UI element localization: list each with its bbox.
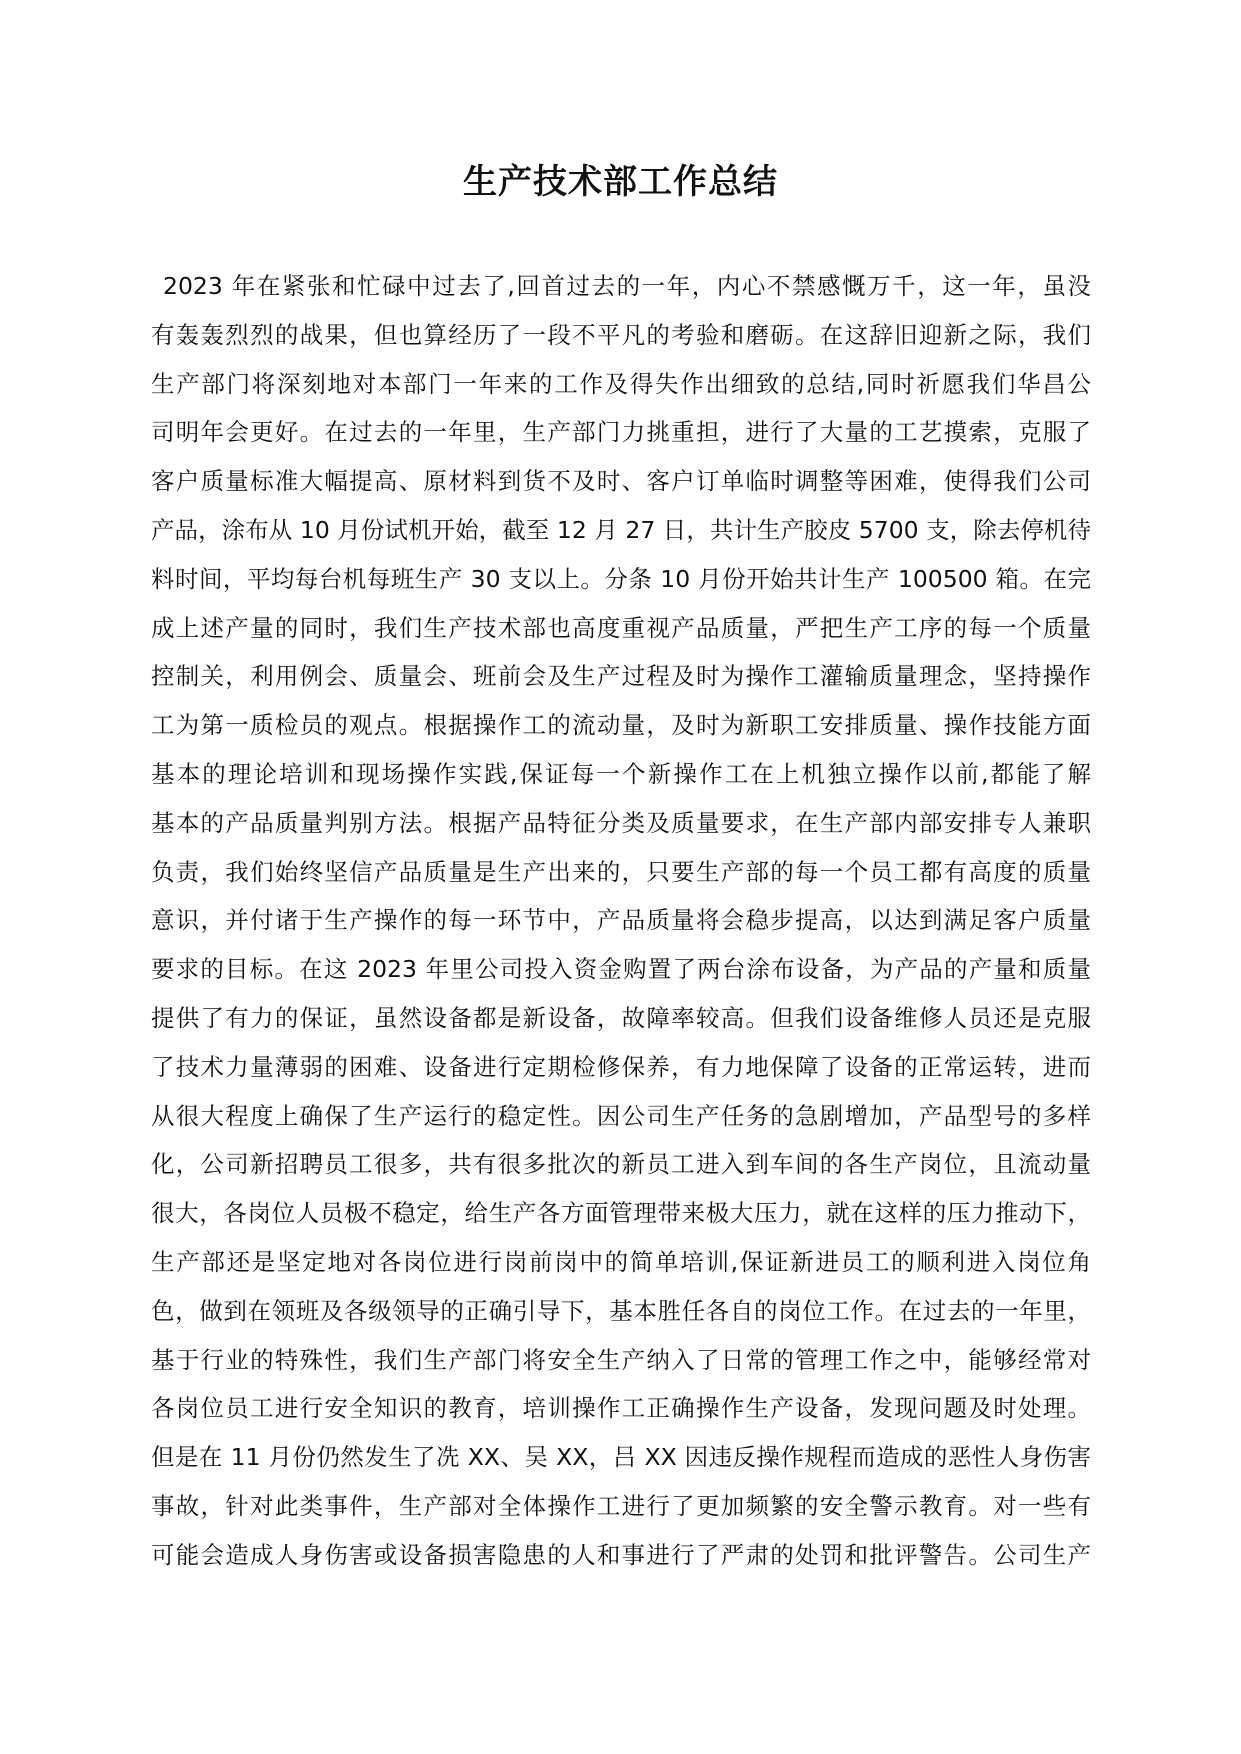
body-line: 基本的理论培训和现场操作实践,保证每一个新操作工在上机独立操作以前,都能了解 [151,759,1091,788]
document-title: 生产技术部工作总结 [463,162,778,202]
body-line: 各岗位员工进行安全知识的教育，培训操作工正确操作生产设备，发现问题及时处理。 [151,1394,1091,1423]
body-line: 生产部还是坚定地对各岗位进行岗前岗中的简单培训,保证新进员工的顺利进入岗位角 [151,1247,1091,1276]
body-line: 意识，并付诸于生产操作的每一环节中，产品质量将会稳步提高，以达到满足客户质量 [151,906,1091,935]
body-line: 从很大程度上确保了生产运行的稳定性。因公司生产任务的急剧增加，产品型号的多样 [151,1101,1091,1130]
body-line: 要求的目标。在这 2023 年里公司投入资金购置了两台涂布设备，为产品的产量和质量 [151,955,1091,984]
body-line: 有轰轰烈烈的战果，但也算经历了一段不平凡的考验和磨砺。在这辞旧迎新之际，我们 [151,320,1091,349]
body-line: 控制关，利用例会、质量会、班前会及生产过程及时为操作工灌输质量理念，坚持操作 [151,662,1091,691]
body-line: 事故，针对此类事件，生产部对全体操作工进行了更加频繁的安全警示教育。对一些有 [151,1491,1091,1520]
body-line: 色，做到在领班及各级领导的正确引导下，基本胜任各自的岗位工作。在过去的一年里， [151,1296,1091,1325]
body-line: 成上述产量的同时，我们生产技术部也高度重视产品质量，严把生产工序的每一个质量 [151,613,1091,642]
body-line: 司明年会更好。在过去的一年里，生产部门力挑重担，进行了大量的工艺摸索，克服了 [151,418,1091,447]
body-line: 提供了有力的保证，虽然设备都是新设备，故障率较高。但我们设备维修人员还是克服 [151,1003,1091,1032]
body-line: 2023 年在紧张和忙碌中过去了,回首过去的一年，内心不禁感慨万千，这一年，虽没 [163,272,1091,300]
body-line: 生产部门将深刻地对本部门一年来的工作及得失作出细致的总结,同时祈愿我们华昌公 [151,369,1091,398]
body-line: 料时间，平均每台机每班生产 30 支以上。分条 10 月份开始共计生产 100500 箱。在完 [151,564,1091,593]
body-line: 基于行业的特殊性，我们生产部门将安全生产纳入了日常的管理工作之中，能够经常对 [151,1345,1091,1374]
body-line: 但是在 11 月份仍然发生了冼 XX、吴 XX，吕 XX 因违反操作规程而造成的恶性人身伤害 [151,1443,1091,1472]
body-line: 工为第一质检员的观点。根据操作工的流动量，及时为新职工安排质量、操作技能方面 [151,711,1091,740]
body-line: 化，公司新招聘员工很多，共有很多批次的新员工进入到车间的各生产岗位，且流动量 [151,1150,1091,1179]
body-line: 很大，各岗位人员极不稳定，给生产各方面管理带来极大压力，就在这样的压力推动下， [151,1199,1091,1228]
body-line: 基本的产品质量判别方法。根据产品特征分类及质量要求，在生产部内部安排专人兼职 [151,808,1091,837]
body-line: 可能会造成人身伤害或设备损害隐患的人和事进行了严肃的处罚和批评警告。公司生产 [151,1540,1091,1569]
body-line: 客户质量标准大幅提高、原材料到货不及时、客户订单临时调整等困难，使得我们公司 [151,467,1091,496]
body-line: 负责，我们始终坚信产品质量是生产出来的，只要生产部的每一个员工都有高度的质量 [151,857,1091,886]
document-body [151,262,1091,1580]
body-line: 产品，涂布从 10 月份试机开始，截至 12 月 27 日，共计生产胶皮 5700 支，除去停机待 [151,515,1091,544]
body-line: 了技术力量薄弱的困难、设备进行定期检修保养，有力地保障了设备的正常运转，进而 [151,1052,1091,1081]
